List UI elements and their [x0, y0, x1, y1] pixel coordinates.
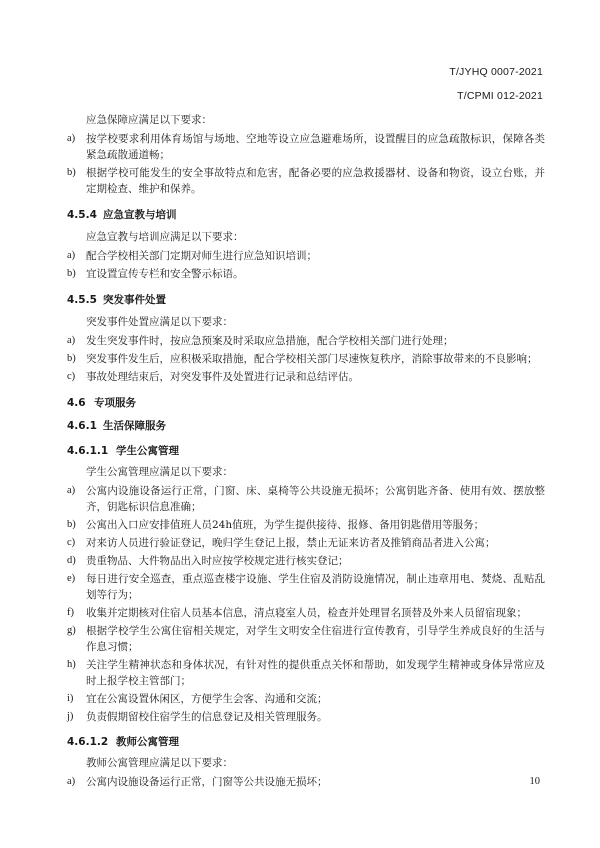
list-marker: g)	[67, 625, 76, 636]
list-item	[67, 553, 545, 569]
section-title: 应急宣教与培训	[103, 209, 177, 221]
list-marker: b)	[67, 519, 76, 530]
list-text: 收集并定期核对住宿人员基本信息，清点寝室人员，检查并处理冒名顶替及外来人员留宿现象；	[86, 607, 527, 619]
section-heading	[67, 418, 545, 434]
list-marker: b)	[67, 353, 76, 364]
section-title: 专项服务	[94, 397, 136, 409]
section-lead: 应急宣教与培训应满足以下要求：	[86, 231, 244, 243]
list-item	[67, 351, 545, 367]
list-marker: a)	[67, 485, 76, 496]
list-item	[67, 248, 545, 264]
section-title: 生活保障服务	[103, 420, 166, 432]
standard-number-2: T/CPMI 012-2021	[457, 90, 543, 102]
section-heading	[67, 292, 545, 308]
list-marker: c)	[67, 537, 76, 548]
section-title: 教师公寓管理	[116, 736, 179, 748]
section-title: 学生公寓管理	[116, 445, 179, 457]
section-number: 4.5.4	[67, 209, 97, 221]
list-item	[67, 691, 545, 707]
section-number: 4.5.5	[67, 294, 97, 306]
list-text: 宜设置宣传专栏和安全警示标语。	[86, 268, 244, 280]
list-text: 配合学校相关部门定期对师生进行应急知识培训；	[86, 250, 317, 262]
list-item	[67, 571, 545, 603]
list-text: 对来访人员进行验证登记，晚归学生登记上报，禁止无证来访者及推销商品者进入公寓；	[86, 537, 496, 549]
list-marker: b)	[67, 167, 76, 178]
list-text: 公寓出入口应安排值班人员24h值班，为学生提供接待、报修、备用钥匙借用等服务；	[86, 519, 485, 531]
list-text: 发生突发事件时，按应急预案及时采取应急措施，配合学校相关部门进行处理；	[86, 335, 454, 347]
list-item	[67, 369, 545, 385]
list-text: 按学校要求利用体育场馆与场地、空地等设立应急避难场所，设置醒目的应急疏散标识，保障各类紧急疏散通道畅；	[86, 133, 545, 161]
list-text: 根据学校学生公寓住宿相关规定，对学生文明安全住宿进行宣传教育，引导学生养成良好的生活与作息习惯；	[86, 625, 545, 653]
list-marker: d)	[67, 555, 76, 566]
list-text: 事故处理结束后，对突发事件及处置进行记录和总结评估。	[86, 371, 359, 383]
list-item	[67, 333, 545, 349]
list-marker: b)	[67, 268, 76, 279]
list-marker: i)	[67, 693, 74, 704]
list-text: 突发事件发生后，应积极采取措施，配合学校相关部门尽速恢复秩序，消除事故带来的不良影响；	[86, 353, 538, 365]
page-content	[67, 113, 545, 792]
section-heading	[67, 734, 545, 750]
list-item	[67, 709, 545, 725]
page-number: 10	[529, 776, 540, 787]
list-marker: e)	[67, 573, 76, 584]
list-item	[67, 605, 545, 621]
section-heading	[67, 207, 545, 223]
section-lead: 学生公寓管理应满足以下要求：	[86, 466, 233, 478]
section-heading	[67, 395, 545, 411]
list-item	[67, 657, 545, 689]
standard-number-1: T/JYHQ 0007-2021	[449, 66, 543, 78]
list-text: 宜在公寓设置休闲区，方便学生会客、沟通和交流；	[86, 693, 328, 705]
section-lead: 应急保障应满足以下要求：	[86, 114, 212, 126]
section-heading	[67, 443, 545, 459]
list-marker: a)	[67, 335, 76, 346]
list-item	[67, 774, 545, 790]
list-marker: h)	[67, 659, 76, 670]
list-text: 根据学校可能发生的安全事故特点和危害，配备必要的应急救援器材、设备和物资，设立台账，并定期检查、维护和保养。	[86, 167, 545, 195]
section-number: 4.6.1.2	[67, 736, 109, 748]
list-marker: a)	[67, 776, 76, 787]
list-marker: a)	[67, 250, 76, 261]
section-title: 突发事件处置	[103, 294, 166, 306]
list-marker: j)	[67, 711, 74, 722]
section-number: 4.6.1.1	[67, 445, 109, 457]
list-item	[67, 266, 545, 282]
list-text: 公寓内设施设备运行正常，门窗、床、桌椅等公共设施无损坏；公寓钥匙齐备、使用有效、摆放整齐，钥匙标识信息准确；	[86, 485, 545, 513]
list-text: 公寓内设施设备运行正常，门窗等公共设施无损坏；	[86, 776, 328, 788]
list-marker: a)	[67, 133, 76, 144]
list-item	[67, 483, 545, 515]
list-text: 贵重物品、大件物品出入时应按学校规定进行核实登记；	[86, 555, 349, 567]
list-marker: f)	[67, 607, 74, 618]
list-item	[67, 131, 545, 163]
list-text: 每日进行安全巡查，重点巡查楼宇设施、学生住宿及消防设施情况，制止违章用电、焚烧、乱贴乱划等行为；	[86, 573, 545, 601]
list-item	[67, 517, 545, 533]
section-number: 4.6.1	[67, 420, 97, 432]
list-item	[67, 535, 545, 551]
section-lead: 教师公寓管理应满足以下要求：	[86, 757, 233, 769]
list-text: 关注学生精神状态和身体状况，有针对性的提供重点关怀和帮助，如发现学生精神或身体异常应及时上报学校主管部门；	[86, 659, 545, 687]
list-text: 负责假期留校住宿学生的信息登记及相关管理服务。	[86, 711, 328, 723]
list-item	[67, 165, 545, 197]
list-marker: c)	[67, 371, 76, 382]
section-lead: 突发事件处置应满足以下要求：	[86, 316, 233, 328]
list-item	[67, 623, 545, 655]
section-number: 4.6	[67, 397, 86, 409]
